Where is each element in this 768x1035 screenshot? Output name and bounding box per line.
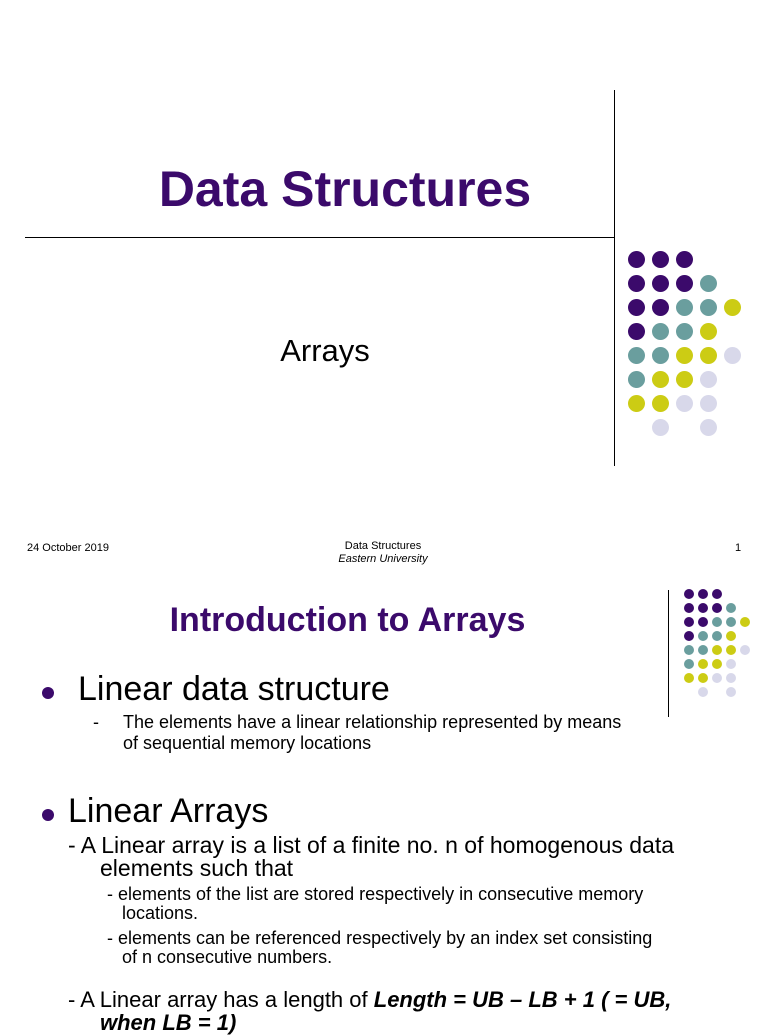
grid-dot (700, 323, 717, 340)
bullet1-line1: The elements have a linear relationship represented by means (123, 712, 622, 732)
grid-dot (652, 275, 669, 292)
grid-dot (676, 347, 693, 364)
grid-dot (700, 419, 717, 436)
grid-dot (684, 589, 694, 599)
dash-marker: - (93, 712, 99, 732)
bullet-icon (42, 687, 54, 699)
grid-dot (652, 371, 669, 388)
slide1-footer-center (283, 540, 483, 566)
bullet1-description (93, 712, 733, 754)
grid-dot (700, 371, 717, 388)
grid-dot (712, 603, 722, 613)
grid-dot (676, 395, 693, 412)
indexing-line2: of n consecutive numbers. (122, 947, 333, 967)
grid-dot (684, 673, 694, 683)
grid-dot (726, 645, 736, 655)
bullet1-line2: of sequential memory locations (123, 733, 372, 753)
grid-dot (726, 617, 736, 627)
linear-array-definition (68, 834, 758, 880)
grid-dot (652, 419, 669, 436)
grid-dot (700, 275, 717, 292)
grid-dot (628, 299, 645, 316)
grid-dot (712, 645, 722, 655)
grid-dot (698, 589, 708, 599)
grid-dot (726, 659, 736, 669)
grid-dot (628, 371, 645, 388)
slide1-vertical-rule (614, 90, 615, 466)
grid-dot (628, 323, 645, 340)
slide1-horizontal-rule (25, 237, 615, 238)
grid-dot (712, 659, 722, 669)
grid-dot (712, 617, 722, 627)
property-storage (107, 885, 757, 923)
grid-dot (652, 395, 669, 412)
grid-dot (700, 347, 717, 364)
grid-dot (652, 323, 669, 340)
grid-dot (726, 673, 736, 683)
grid-dot (698, 631, 708, 641)
grid-dot (676, 251, 693, 268)
indexing-line1: - elements can be referenced respectively by an index set consisting (107, 928, 653, 948)
bullet1-heading: Linear data structure (78, 670, 390, 708)
grid-dot (724, 347, 741, 364)
grid-dot (740, 645, 750, 655)
grid-dot (628, 395, 645, 412)
slide1-subtitle: Arrays (280, 333, 370, 368)
grid-dot (698, 673, 708, 683)
slide2-title: Introduction to Arrays (169, 601, 526, 639)
length-definition (68, 988, 758, 1034)
definition-line2: elements such that (100, 855, 294, 881)
slide1-footer-page-number: 1 (735, 542, 742, 554)
grid-dot (652, 299, 669, 316)
grid-dot (676, 275, 693, 292)
grid-dot (698, 687, 708, 697)
grid-dot (698, 617, 708, 627)
grid-dot (676, 323, 693, 340)
grid-dot (740, 617, 750, 627)
grid-dot (726, 687, 736, 697)
grid-dot (712, 589, 722, 599)
grid-dot (726, 631, 736, 641)
slide1-footer-date: 24 October 2019 (27, 542, 109, 554)
grid-dot (628, 251, 645, 268)
grid-dot (652, 347, 669, 364)
grid-dot (698, 645, 708, 655)
grid-dot (676, 299, 693, 316)
grid-dot (726, 603, 736, 613)
grid-dot (724, 299, 741, 316)
property-indexing (107, 929, 757, 967)
length-prefix: - A Linear array has a length of (68, 987, 374, 1012)
grid-dot (628, 347, 645, 364)
bullet-icon (42, 809, 54, 821)
length-formula: Length = UB – LB + 1 ( = UB, (373, 987, 672, 1012)
grid-dot (698, 659, 708, 669)
grid-dot (700, 395, 717, 412)
grid-dot (652, 251, 669, 268)
footer-course-title: Data Structures (344, 540, 422, 552)
grid-dot (700, 299, 717, 316)
definition-line1: - A Linear array is a list of a finite no. n of homogenous data (68, 832, 675, 858)
grid-dot (676, 371, 693, 388)
slide1-title: Data Structures (158, 161, 532, 217)
grid-dot (684, 659, 694, 669)
grid-dot (698, 603, 708, 613)
storage-line1: - elements of the list are stored respectively in consecutive memory (107, 884, 644, 904)
grid-dot (628, 275, 645, 292)
length-formula-condition: when LB = 1) (100, 1010, 237, 1035)
footer-institution: Eastern University (338, 553, 428, 565)
storage-line2: locations. (122, 903, 199, 923)
grid-dot (712, 631, 722, 641)
bullet2-heading: Linear Arrays (68, 792, 269, 830)
grid-dot (712, 673, 722, 683)
grid-dot (684, 645, 694, 655)
